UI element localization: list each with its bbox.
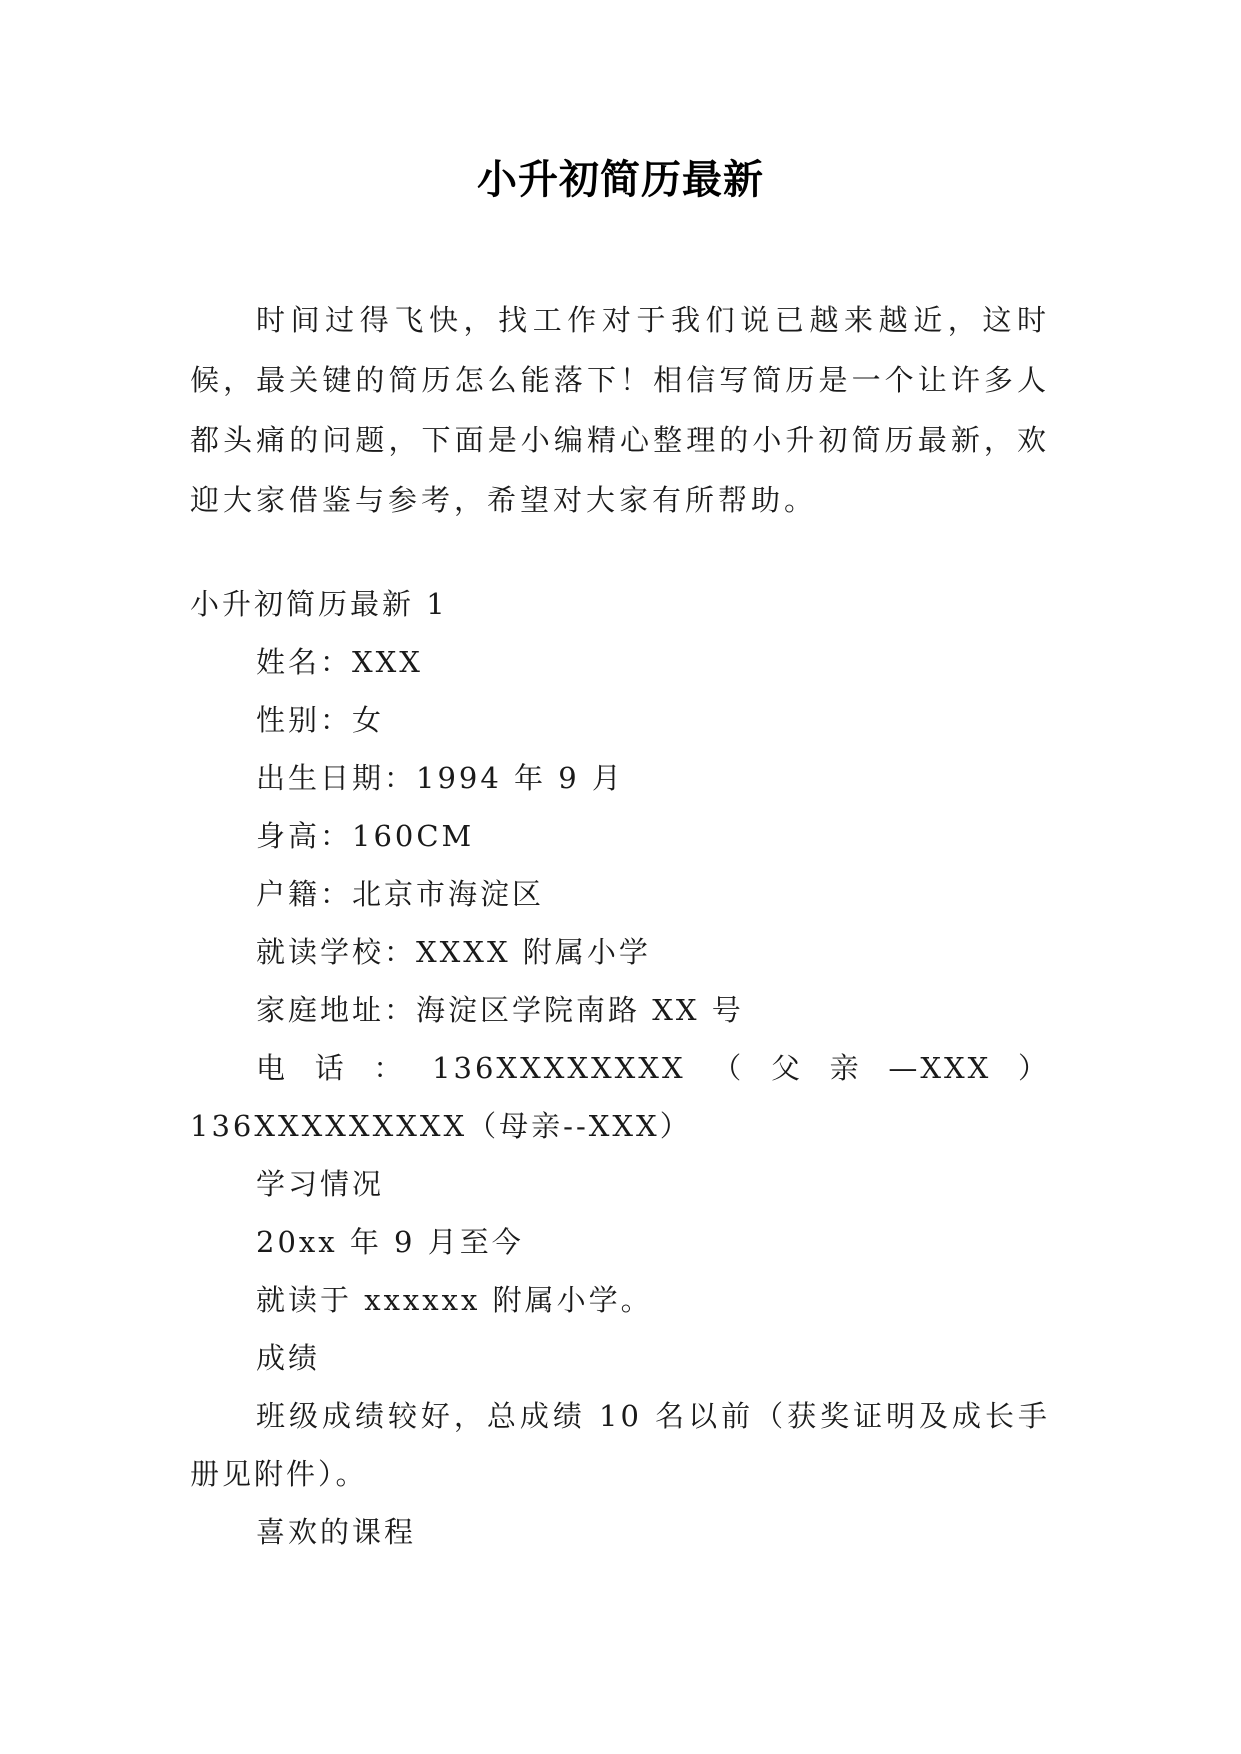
field-value: 海淀区学院南路 XX 号 (416, 993, 744, 1027)
field-value: XXX (352, 645, 423, 679)
paragraph-favorite-courses-heading: 喜欢的课程 (256, 1515, 417, 1549)
field-home-address (190, 981, 1050, 1039)
field-phone (190, 1039, 1050, 1155)
field-school (190, 923, 1050, 981)
field-value: 女 (352, 703, 385, 737)
field-value: 北京市海淀区 (352, 877, 545, 911)
field-label: 姓名： (256, 645, 353, 679)
field-value: 1994 年 9 月 (416, 761, 624, 795)
paragraph-grades-detail: 班级成绩较好，总成绩 10 名以前（获奖证明及成长手册见附件）。 (190, 1399, 1050, 1491)
field-birthdate (190, 749, 1050, 807)
field-label: 电话： (256, 1051, 433, 1085)
field-label: 性别： (256, 703, 353, 737)
field-label: 家庭地址： (256, 993, 417, 1027)
paragraph-study-school: 就读于 xxxxxx 附属小学。 (256, 1283, 653, 1317)
field-label: 户籍： (256, 877, 353, 911)
field-value: 160CM (352, 819, 475, 853)
field-gender (190, 691, 1050, 749)
field-label: 就读学校： (256, 935, 417, 969)
paragraph-study-period: 20xx 年 9 月至今 (256, 1225, 524, 1259)
field-value: 136XXXXXXXX（父亲—XXX）136XXXXXXXXX（母亲--XXX） (190, 1051, 1050, 1143)
section-heading: 小升初简历最新 1 (190, 587, 448, 621)
field-value: XXXX 附属小学 (416, 935, 651, 969)
resume-content (190, 575, 1050, 1561)
document-title: 小升初简历最新 (477, 156, 764, 203)
paragraph-study-heading: 学习情况 (256, 1167, 385, 1201)
field-label: 身高： (256, 819, 353, 853)
paragraph-grades-heading: 成绩 (256, 1341, 321, 1375)
field-household-registration (190, 865, 1050, 923)
field-name (190, 633, 1050, 691)
intro-paragraph: 时间过得飞快，找工作对于我们说已越来越近，这时候，最关键的简历怎么能落下！相信写简历是一个让许多人都头痛的问题，下面是小编精心整理的小升初简历最新，欢迎大家借鉴与参考，希望对大家有所帮助。 (190, 303, 1050, 517)
field-label: 出生日期： (256, 761, 417, 795)
field-height (190, 807, 1050, 865)
